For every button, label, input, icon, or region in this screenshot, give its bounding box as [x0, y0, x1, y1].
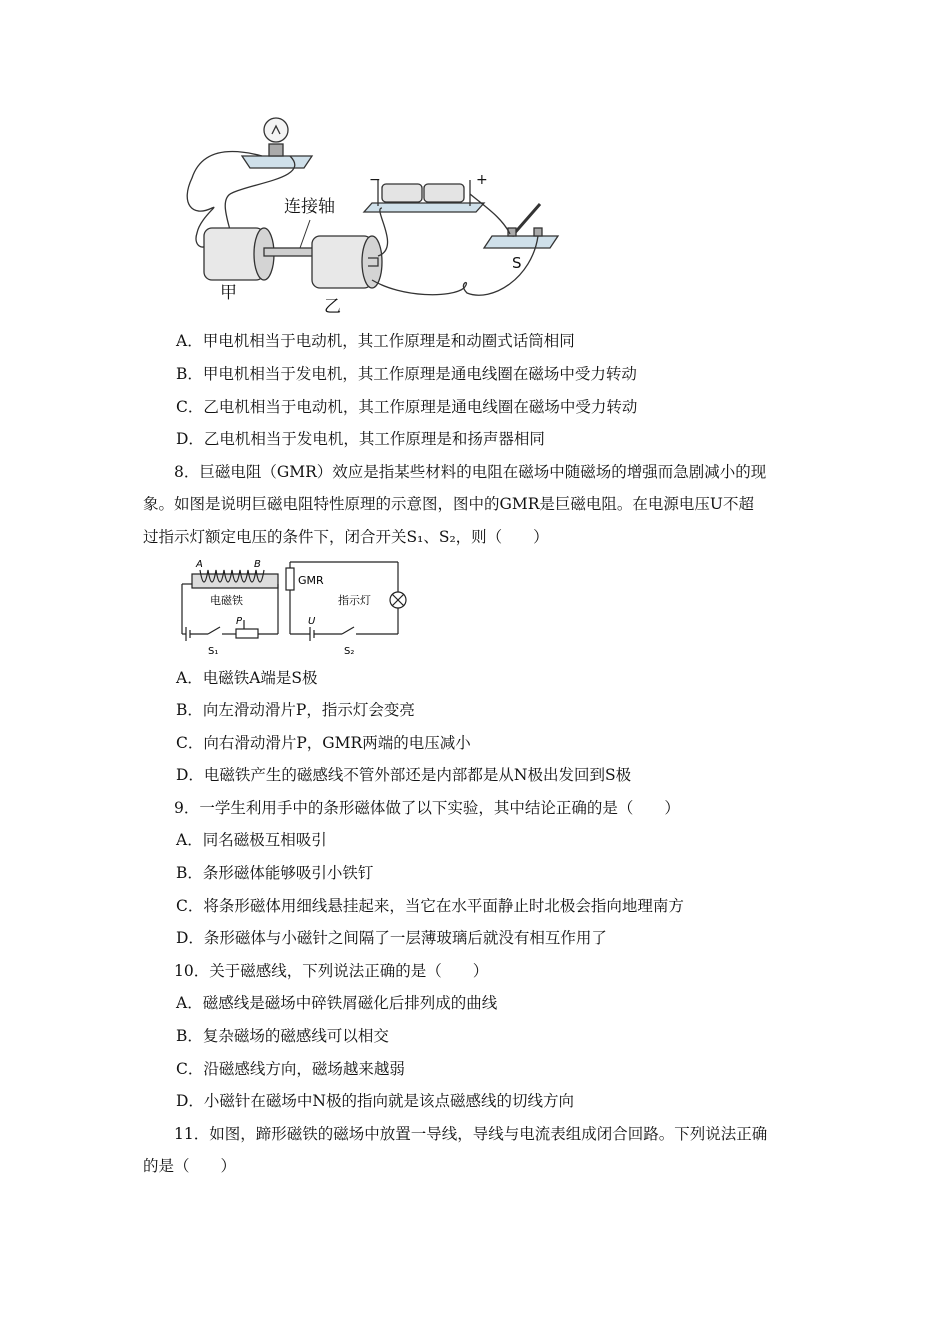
q9-stem: 9．一学生利用手中的条形磁体做了以下实验，其中结论正确的是（ ）: [174, 799, 680, 817]
connecting-shaft-label: 连接轴: [284, 197, 335, 217]
label-electromagnet: 电磁铁: [210, 594, 243, 607]
q7-option-a: A．甲电机相当于电动机，其工作原理是和动圈式话筒相同: [176, 332, 575, 350]
q9-option-b: B．条形磁体能够吸引小铁钉: [176, 864, 374, 882]
q8-option-b: B．向左滑动滑片P，指示灯会变亮: [176, 701, 415, 719]
label-voltage-u: U: [308, 616, 316, 627]
label-slider-p: P: [236, 616, 243, 627]
q11-stem-line2: 的是（ ）: [143, 1157, 237, 1175]
motor-b: [312, 236, 382, 288]
q10-option-d: D．小磁针在磁场中N极的指向就是该点磁感线的切线方向: [176, 1092, 574, 1110]
motor-b-label: 乙: [324, 297, 341, 317]
q7-option-d: D．乙电机相当于发电机，其工作原理是和扬声器相同: [176, 430, 545, 448]
q9-option-a: A．同名磁极互相吸引: [176, 831, 327, 849]
switch-icon: [484, 204, 558, 248]
q8-stem-line3: 过指示灯额定电压的条件下，闭合开关S₁、S₂，则（ ）: [143, 528, 549, 546]
switch-label: S: [512, 254, 522, 272]
label-s2: S₂: [344, 646, 355, 657]
light-bulb-icon: [242, 118, 312, 168]
battery-plus-label: +: [476, 172, 488, 188]
q8-stem-line1: 8．巨磁电阻（GMR）效应是指某些材料的电阻在磁场中随磁场的增强而急剧减小的现: [174, 463, 767, 481]
q9-option-d: D．条形磁体与小磁针之间隔了一层薄玻璃后就没有相互作用了: [176, 929, 607, 947]
battery-icon: [364, 180, 484, 212]
q10-option-b: B．复杂磁场的磁感线可以相交: [176, 1027, 389, 1045]
q11-stem-line1: 11．如图，蹄形磁铁的磁场中放置一导线，导线与电流表组成闭合回路。下列说法正确: [174, 1125, 768, 1143]
q8-stem-line2: 象。如图是说明巨磁电阻特性原理的示意图，图中的GMR是巨磁电阻。在电源电压U不超: [143, 495, 754, 513]
label-indicator-lamp: 指示灯: [338, 594, 371, 607]
q10-option-c: C．沿磁感线方向，磁场越来越弱: [176, 1060, 405, 1078]
q9-option-c: C．将条形磁体用细线悬挂起来，当它在水平面静止时北极会指向地理南方: [176, 897, 684, 915]
motor-circuit-figure: [172, 108, 562, 318]
q7-option-b: B．甲电机相当于发电机，其工作原理是通电线圈在磁场中受力转动: [176, 365, 637, 383]
q8-option-c: C．向右滑动滑片P，GMR两端的电压减小: [176, 734, 471, 752]
label-gmr: GMR: [298, 574, 324, 587]
label-s1: S₁: [208, 646, 219, 657]
q10-stem: 10．关于磁感线，下列说法正确的是（ ）: [174, 962, 489, 980]
q7-option-c: C．乙电机相当于电动机，其工作原理是通电线圈在磁场中受力转动: [176, 398, 638, 416]
q8-option-d: D．电磁铁产生的磁感线不管外部还是内部都是从N极出发回到S极: [176, 766, 632, 784]
gmr-circuit-figure: [170, 556, 410, 658]
label-b: B: [254, 559, 261, 570]
q8-option-a: A．电磁铁A端是S极: [176, 669, 318, 687]
motor-a-label: 甲: [220, 283, 237, 303]
q10-option-a: A．磁感线是磁场中碎铁屑磁化后排列成的曲线: [176, 994, 498, 1012]
label-a: A: [196, 559, 203, 570]
battery-minus-label: −: [369, 172, 381, 188]
